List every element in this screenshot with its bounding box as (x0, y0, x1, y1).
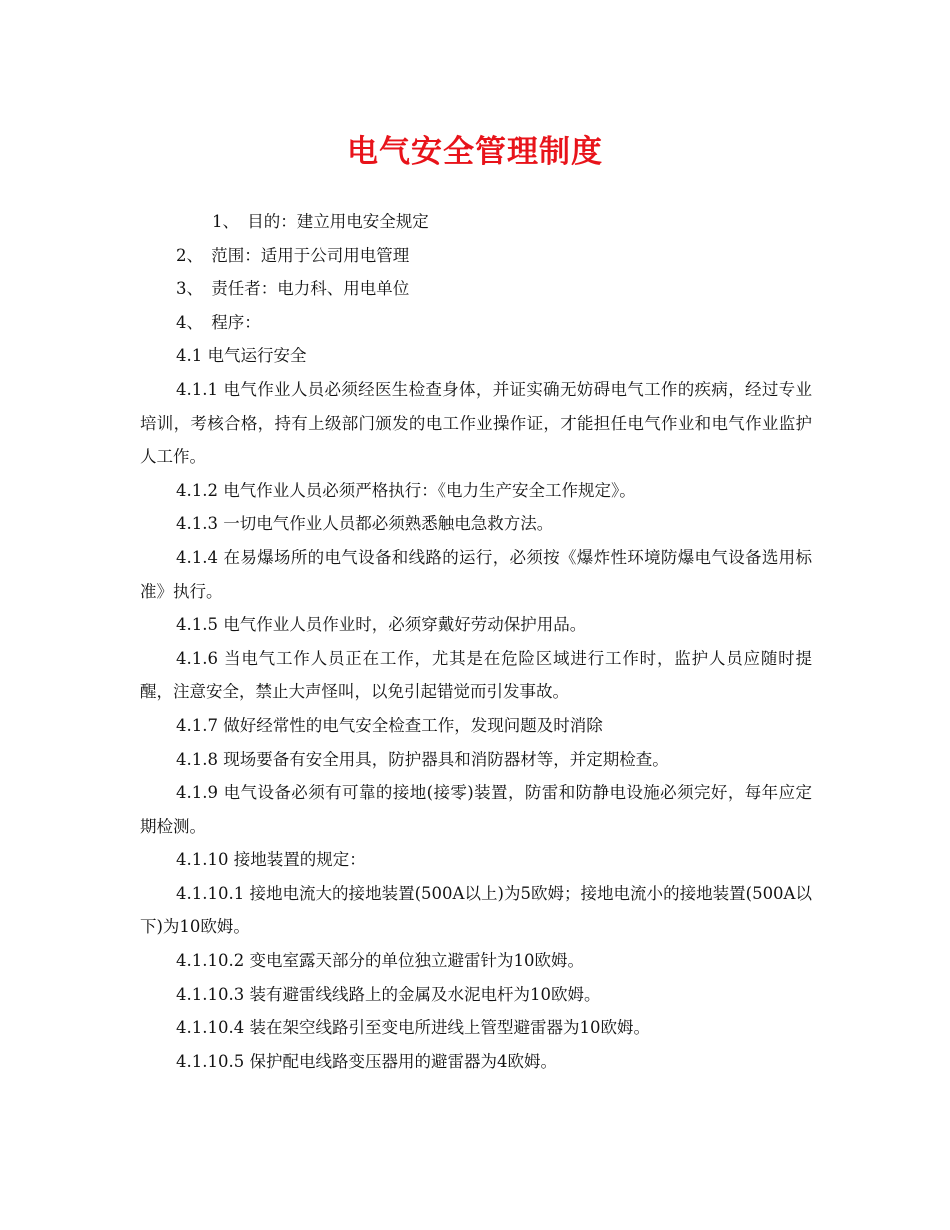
clause-4-1-10-1: 4.1.10.1 接地电流大的接地装置(500A以上)为5欧姆；接地电流小的接地装置(500A以下)为10欧姆。 (140, 883, 812, 937)
paragraph-purpose: 1、 目的：建立用电安全规定 (212, 212, 429, 231)
clause-4-1-10-4: 4.1.10.4 装在架空线路引至变电所进线上管型避雷器为10欧姆。 (176, 1018, 650, 1038)
clause-4-1-9: 4.1.9 电气设备必须有可靠的接地(接零)装置，防雷和防静电设施必须完好，每年应定期检测。 (140, 783, 812, 836)
clause-4-1-5: 4.1.5 电气作业人员作业时，必须穿戴好劳动保护用品。 (176, 615, 587, 635)
paragraph-responsible: 3、 责任者：电力科、用电单位 (176, 279, 410, 299)
clause-4-1-1: 4.1.1 电气作业人员必须经医生检查身体，并证实确无妨碍电气工作的疾病，经过专业培训，考核合格，持有上级部门颁发的电工作业操作证，才能担任电气作业和电气作业监护人工作。 (140, 379, 812, 467)
clause-4-1-6: 4.1.6 当电气工作人员正在工作，尤其是在危险区域进行工作时，监护人员应随时提醒，注意安全，禁止大声怪叫，以免引起错觉而引发事故。 (140, 648, 812, 702)
clause-4-1-10-3: 4.1.10.3 装有避雷线线路上的金属及水泥电杆为10欧姆。 (176, 984, 601, 1004)
clause-4-1-8: 4.1.8 现场要备有安全用具，防护器具和消防器材等，并定期检查。 (176, 749, 669, 769)
document-body (140, 205, 812, 1078)
paragraph-procedure: 4、 程序： (176, 312, 261, 332)
clause-4-1-3: 4.1.3 一切电气作业人员都必须熟悉触电急救方法。 (176, 514, 554, 534)
clause-4-1-2: 4.1.2 电气作业人员必须严格执行：《电力生产安全工作规定》。 (176, 480, 636, 500)
section-4-1: 4.1 电气运行安全 (176, 346, 307, 366)
clause-4-1-10: 4.1.10 接地装置的规定： (176, 850, 366, 870)
paragraph-scope: 2、 范围：适用于公司用电管理 (176, 245, 410, 265)
clause-4-1-7: 4.1.7 做好经常性的电气安全检查工作，发现问题及时消除 (176, 715, 603, 735)
clause-4-1-10-5: 4.1.10.5 保护配电线路变压器用的避雷器为4欧姆。 (176, 1051, 557, 1071)
clause-4-1-10-2: 4.1.10.2 变电室露天部分的单位独立避雷针为10欧姆。 (176, 951, 584, 971)
clause-4-1-4: 4.1.4 在易爆场所的电气设备和线路的运行，必须按《爆炸性环境防爆电气设备选用标准》执行。 (140, 547, 812, 601)
document-title: 电气安全管理制度 (347, 134, 603, 170)
